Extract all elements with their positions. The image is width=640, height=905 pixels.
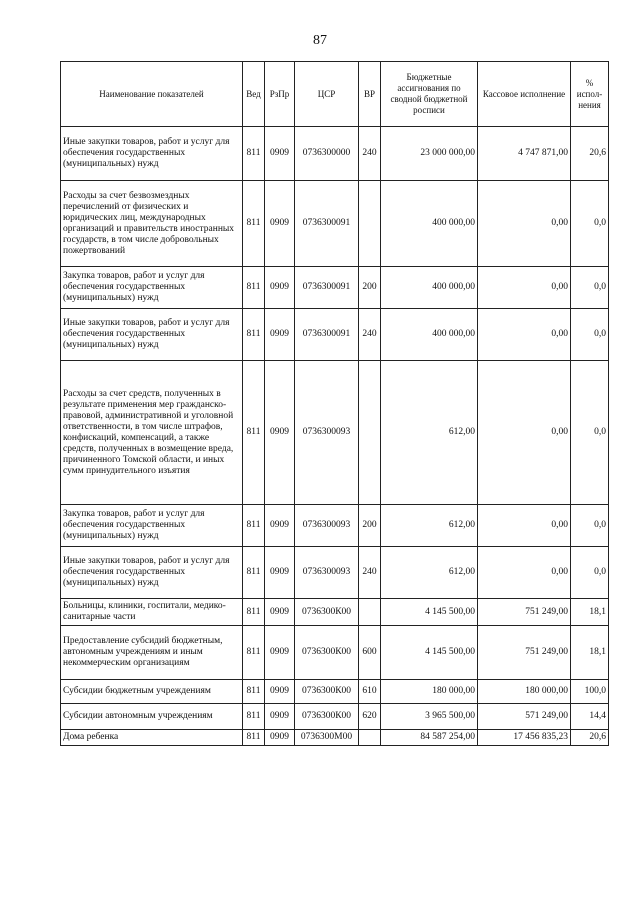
cell-rzpr: 0909: [265, 626, 295, 680]
table-row: [61, 730, 609, 746]
cell-csr: 0736300093: [295, 505, 359, 547]
table-row: [61, 680, 609, 704]
header-cash: Кассовое исполнение: [478, 62, 571, 127]
cell-pct: 0,0: [571, 361, 609, 505]
cell-pct: 20,6: [571, 730, 609, 746]
cell-rzpr: 0909: [265, 309, 295, 361]
cell-name: Расходы за счет безвозмездных перечислений от физических и юридических лиц, международных организаций и правительств иностранных государств, в том числе добровольных пожертвований: [61, 181, 243, 267]
cell-name: Закупка товаров, работ и услуг для обеспечения государственных (муниципальных) нужд: [61, 505, 243, 547]
cell-budget: 23 000 000,00: [381, 127, 478, 181]
cell-ved: 811: [243, 181, 265, 267]
cell-ved: 811: [243, 309, 265, 361]
cell-budget: 84 587 254,00: [381, 730, 478, 746]
cell-cash: 0,00: [478, 267, 571, 309]
cell-vr: 600: [359, 626, 381, 680]
cell-ved: 811: [243, 547, 265, 599]
cell-name: Иные закупки товаров, работ и услуг для обеспечения государственных (муниципальных) нужд: [61, 309, 243, 361]
cell-ved: 811: [243, 626, 265, 680]
cell-ved: 811: [243, 704, 265, 730]
cell-name: Закупка товаров, работ и услуг для обеспечения государственных (муниципальных) нужд: [61, 267, 243, 309]
cell-budget: 4 145 500,00: [381, 626, 478, 680]
cell-csr: 0736300000: [295, 127, 359, 181]
header-name: Наименование показателей: [61, 62, 243, 127]
cell-rzpr: 0909: [265, 505, 295, 547]
cell-cash: 751 249,00: [478, 626, 571, 680]
cell-budget: 400 000,00: [381, 181, 478, 267]
cell-vr: 610: [359, 680, 381, 704]
cell-pct: 18,1: [571, 599, 609, 626]
cell-budget: 400 000,00: [381, 309, 478, 361]
cell-cash: 751 249,00: [478, 599, 571, 626]
cell-pct: 18,1: [571, 626, 609, 680]
cell-ved: 811: [243, 361, 265, 505]
cell-rzpr: 0909: [265, 127, 295, 181]
cell-cash: 0,00: [478, 361, 571, 505]
cell-rzpr: 0909: [265, 599, 295, 626]
cell-pct: 0,0: [571, 547, 609, 599]
cell-csr: 0736300К00: [295, 626, 359, 680]
cell-budget: 3 965 500,00: [381, 704, 478, 730]
cell-csr: 0736300091: [295, 309, 359, 361]
table-row: [61, 505, 609, 547]
cell-cash: 571 249,00: [478, 704, 571, 730]
cell-pct: 0,0: [571, 267, 609, 309]
cell-ved: 811: [243, 267, 265, 309]
cell-vr: 240: [359, 547, 381, 599]
table-row: [61, 599, 609, 626]
cell-rzpr: 0909: [265, 181, 295, 267]
cell-cash: 0,00: [478, 505, 571, 547]
cell-csr: 0736300091: [295, 267, 359, 309]
cell-budget: 4 145 500,00: [381, 599, 478, 626]
cell-pct: 0,0: [571, 505, 609, 547]
cell-ved: 811: [243, 127, 265, 181]
cell-csr: 0736300К00: [295, 704, 359, 730]
cell-pct: 14,4: [571, 704, 609, 730]
cell-cash: 180 000,00: [478, 680, 571, 704]
cell-pct: 100,0: [571, 680, 609, 704]
cell-rzpr: 0909: [265, 704, 295, 730]
cell-csr: 0736300М00: [295, 730, 359, 746]
table-row: [61, 127, 609, 181]
table-row: [61, 547, 609, 599]
table-row: [61, 704, 609, 730]
table-row: [61, 267, 609, 309]
cell-budget: 400 000,00: [381, 267, 478, 309]
cell-rzpr: 0909: [265, 361, 295, 505]
header-csr: ЦСР: [295, 62, 359, 127]
cell-vr: 240: [359, 127, 381, 181]
header-rzpr: РзПр: [265, 62, 295, 127]
cell-budget: 612,00: [381, 547, 478, 599]
table-header-row: [61, 62, 609, 127]
cell-cash: 0,00: [478, 309, 571, 361]
cell-name: Дома ребенка: [61, 730, 243, 746]
cell-cash: 4 747 871,00: [478, 127, 571, 181]
cell-cash: 0,00: [478, 547, 571, 599]
cell-rzpr: 0909: [265, 267, 295, 309]
cell-name: Субсидии автономным учреждениям: [61, 704, 243, 730]
table-row: [61, 181, 609, 267]
cell-budget: 612,00: [381, 361, 478, 505]
cell-name: Больницы, клиники, госпитали, медико-санитарные части: [61, 599, 243, 626]
cell-cash: 17 456 835,23: [478, 730, 571, 746]
cell-csr: 0736300093: [295, 547, 359, 599]
header-pct: % испол- нения: [571, 62, 609, 127]
cell-budget: 180 000,00: [381, 680, 478, 704]
cell-rzpr: 0909: [265, 730, 295, 746]
cell-csr: 0736300091: [295, 181, 359, 267]
cell-ved: 811: [243, 680, 265, 704]
cell-budget: 612,00: [381, 505, 478, 547]
cell-ved: 811: [243, 599, 265, 626]
cell-name: Иные закупки товаров, работ и услуг для обеспечения государственных (муниципальных) нужд: [61, 127, 243, 181]
cell-rzpr: 0909: [265, 547, 295, 599]
cell-rzpr: 0909: [265, 680, 295, 704]
cell-pct: 20,6: [571, 127, 609, 181]
cell-name: Расходы за счет средств, полученных в результате применения мер гражданско-правовой, административной и уголовной ответственности, в том числе штрафов, конфискаций, компенсаций, а также средств, полученных в возмещение вреда, причиненного Томской области, и иных сумм принудительного изъятия: [61, 361, 243, 505]
cell-ved: 811: [243, 505, 265, 547]
header-budget: Бюджетные ассигнования по сводной бюджетной росписи: [381, 62, 478, 127]
cell-name: Иные закупки товаров, работ и услуг для обеспечения государственных (муниципальных) нужд: [61, 547, 243, 599]
cell-ved: 811: [243, 730, 265, 746]
cell-vr: 240: [359, 309, 381, 361]
cell-vr: 200: [359, 505, 381, 547]
cell-vr: 200: [359, 267, 381, 309]
table-row: [61, 626, 609, 680]
budget-execution-table: [60, 61, 609, 746]
cell-vr: [359, 361, 381, 505]
cell-vr: [359, 181, 381, 267]
cell-vr: [359, 599, 381, 626]
cell-csr: 0736300093: [295, 361, 359, 505]
cell-name: Предоставление субсидий бюджетным, автономным учреждениям и иным некоммерческим организациям: [61, 626, 243, 680]
header-ved: Вед: [243, 62, 265, 127]
cell-vr: 620: [359, 704, 381, 730]
cell-name: Субсидии бюджетным учреждениям: [61, 680, 243, 704]
table-row: [61, 309, 609, 361]
cell-vr: [359, 730, 381, 746]
cell-csr: 0736300К00: [295, 599, 359, 626]
cell-csr: 0736300К00: [295, 680, 359, 704]
header-vr: ВР: [359, 62, 381, 127]
cell-pct: 0,0: [571, 181, 609, 267]
page-number: 87: [313, 33, 327, 48]
cell-cash: 0,00: [478, 181, 571, 267]
cell-pct: 0,0: [571, 309, 609, 361]
table-row: [61, 361, 609, 505]
